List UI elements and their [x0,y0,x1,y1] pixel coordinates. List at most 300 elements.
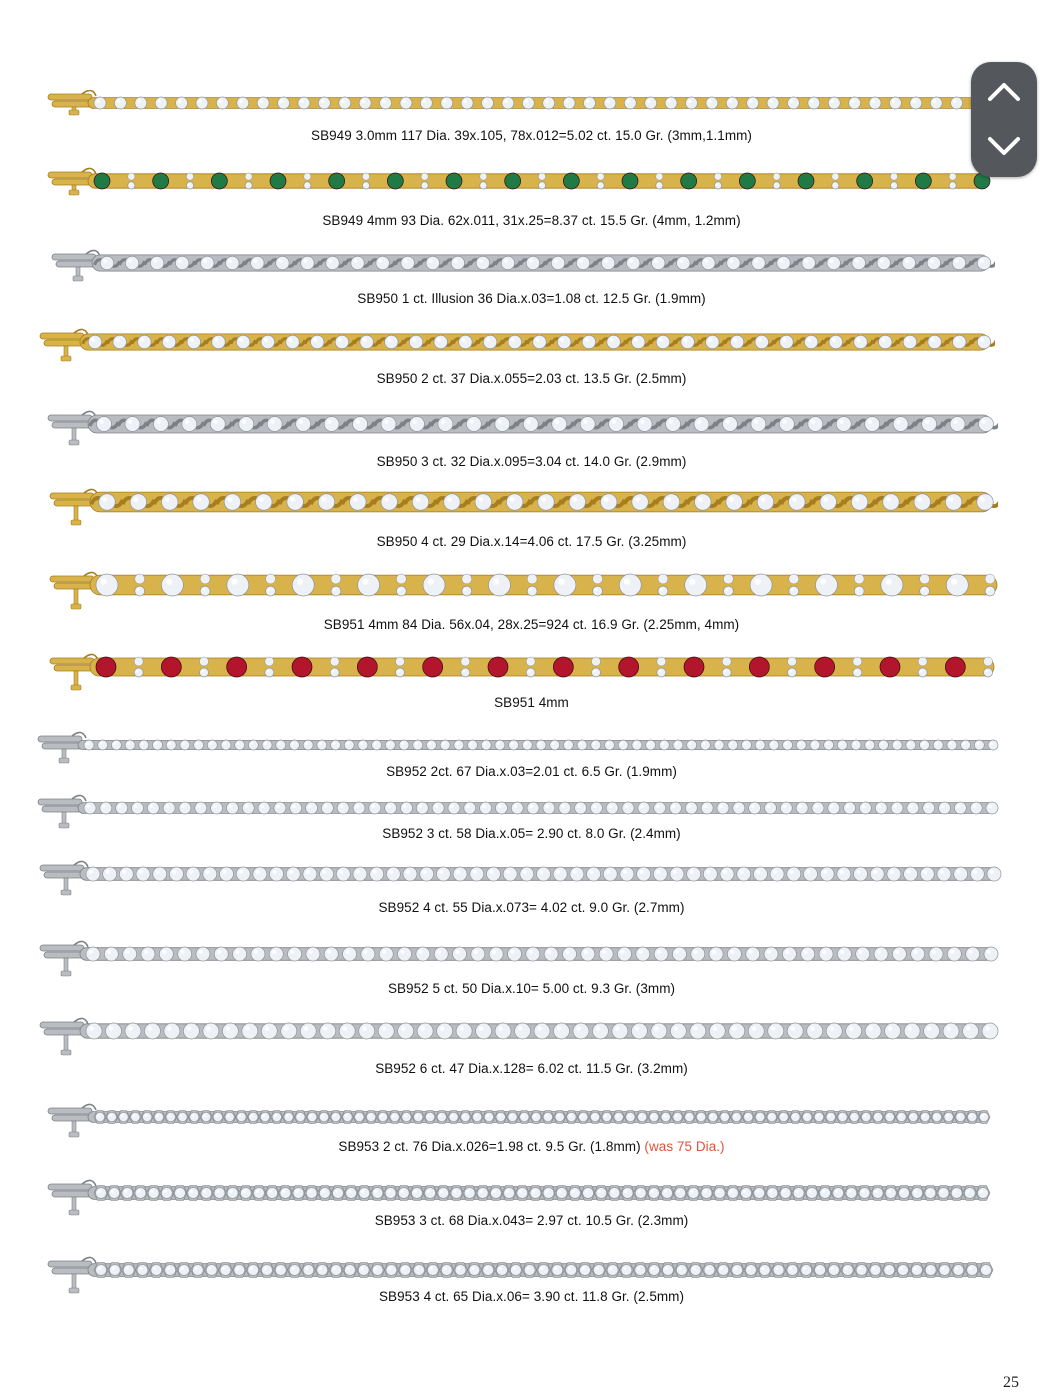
bracelet-stone [617,947,631,961]
bracelet-stone [566,1265,577,1276]
bracelet-stone [280,1188,291,1199]
bracelet-stone [649,1112,658,1121]
bracelet-image [46,1246,995,1294]
bracelet-stone [685,802,697,814]
bracelet-clasp [40,941,88,976]
bracelet-stone [200,586,210,596]
bracelet-stone [910,97,922,109]
bracelet-stone [963,1023,979,1039]
bracelet-stone [169,867,183,881]
bracelet-stone [381,417,396,432]
bracelet-stone [203,1023,219,1039]
bracelet-stone [248,1265,259,1276]
bracelet-stone [240,1188,251,1199]
bracelet-stone [925,1265,936,1276]
bracelet-stone [782,947,796,961]
bracelet-stone [780,802,792,814]
bracelet-stone [751,417,766,432]
bracelet-stone [400,1265,411,1276]
bracelet-stone [372,740,382,750]
bracelet-stone [153,417,168,432]
bracelet-stone [551,256,565,270]
bracelet-caption [0,981,1063,996]
bracelet-stone [770,867,784,881]
bracelet-stone [914,494,931,511]
bracelet-stone [274,802,286,814]
bracelet-stone [111,740,121,750]
bracelet-stone [95,1112,104,1121]
bracelet-caption [0,695,1063,710]
bracelet-stone [353,417,368,432]
bracelet-stone [856,947,870,961]
bracelet-stone [284,1112,293,1121]
bracelet-stone [951,1188,962,1199]
bracelet-stone [964,1188,975,1199]
bracelet-stone [114,97,126,109]
caption-text: SB949 3.0mm 117 Dia. 39x.105, 78x.012=5.02 ct. 15.0 Gr. (3mm,1.1mm) [311,128,752,143]
bracelet-stone [225,1112,234,1121]
bracelet-stone [892,740,902,750]
bracelet-stone [459,335,473,349]
bracelet-stone [293,1188,304,1199]
bracelet-stone [755,1112,764,1121]
bracelet-stone [480,182,487,189]
bracelet-stone [920,586,930,596]
bracelet-stone [339,97,351,109]
bracelet-stone [409,417,424,432]
bracelet-stone [105,1023,121,1039]
bracelet-stone [192,1265,203,1276]
bracelet-stone [426,740,436,750]
bracelet-clasp [40,861,88,895]
bracelet-stone [249,1112,258,1121]
bracelet-stone [729,1023,745,1039]
bracelet-stone [555,1112,564,1121]
bracelet-stone [141,947,155,961]
bracelet-stone [537,867,551,881]
bracelet-stone [139,740,149,750]
caption-text: SB950 2 ct. 37 Dia.x.055=2.03 ct. 13.5 Gr. (2.5mm) [376,371,687,386]
bracelet-stone [332,1188,343,1199]
bracelet-stone [579,1112,588,1121]
bracelet-stone [807,1023,823,1039]
bracelet-stone [355,1112,364,1121]
bracelet-stone [920,1112,929,1121]
bracelet-stone [681,335,695,349]
bracelet-stone [859,1188,870,1199]
bracelet-stone [400,802,412,814]
bracelet-stone [767,1188,778,1199]
bracelet-stone [233,947,247,961]
page-scroll-control [971,62,1037,177]
bracelet-stone [685,97,697,109]
bracelet-stone [522,97,534,109]
bracelet-image [36,787,1000,829]
bracelet-stone [750,574,772,596]
bracelet-stone [861,1112,870,1121]
scroll-down-button[interactable] [971,120,1037,175]
bracelet-stone [303,867,317,881]
bracelet-stone [779,1112,788,1121]
bracelet-stone [488,574,510,596]
bracelet-stone [607,1265,618,1276]
bracelet-stone [837,867,851,881]
bracelet-stone [402,1112,411,1121]
bracelet-stone [808,417,823,432]
bracelet-stone [369,802,381,814]
bracelet-stone [815,1265,826,1276]
bracelet-stone [526,947,540,961]
bracelet-stone [162,335,176,349]
bracelet-stone [163,802,175,814]
bracelet-stone [626,1112,635,1121]
bracelet-stone [219,867,233,881]
bracelet-stone [319,1188,330,1199]
bracelet-stone [509,740,519,750]
bracelet-caption [0,454,1063,469]
bracelet-clasp [50,654,98,690]
bracelet-stone [188,1188,199,1199]
bracelet-stone [398,1023,414,1039]
bracelet-stone [212,335,226,349]
bracelet-stone [505,173,521,189]
bracelet-stone [469,1265,480,1276]
bracelet-stone [619,657,639,677]
bracelet-stone [590,802,602,814]
bracelet-stone [728,740,738,750]
bracelet-stone [851,494,868,511]
bracelet-stone [732,1112,741,1121]
bracelet-stone [321,802,333,814]
caption-text: SB953 3 ct. 68 Dia.x.043= 2.97 ct. 10.5 Gr. (2.3mm) [374,1213,689,1228]
bracelet-stone [718,1265,729,1276]
chevron-up-icon [986,78,1022,104]
bracelet-stone [414,1112,423,1121]
bracelet-stone [501,256,515,270]
caption-text: SB952 3 ct. 58 Dia.x.05= 2.90 ct. 8.0 Gr. (2.4mm) [382,826,681,841]
bracelet-stone [824,740,834,750]
bracelet-stone [922,417,937,432]
bracelet-stone [702,256,716,270]
bracelet-stone [286,335,300,349]
bracelet-stone [787,97,799,109]
bracelet-stone [527,586,537,596]
bracelet-stone [577,740,587,750]
bracelet-stone [635,1265,646,1276]
bracelet-image [46,1096,992,1138]
bracelet-stone [865,740,875,750]
bracelet-stone [593,586,603,596]
bracelet-stone [865,1023,881,1039]
bracelet-stone [714,1188,725,1199]
bracelet-stone [803,867,817,881]
bracelet-stone [472,1112,481,1121]
bracelet-stone [832,182,839,189]
bracelet-stone [190,1112,199,1121]
bracelet-stone [84,802,96,814]
bracelet-stone [645,97,657,109]
bracelet-stone [909,1112,918,1121]
bracelet-stone [745,1265,756,1276]
bracelet-clasp [48,1257,96,1293]
bracelet-stone [417,1023,433,1039]
bracelet-stone [166,1112,175,1121]
bracelet-stone [165,1265,176,1276]
bracelet-stone [695,494,712,511]
bracelet-stone [216,97,228,109]
bracelet-stone [221,740,231,750]
bracelet-stone [657,668,666,677]
bracelet-stone [454,740,464,750]
scroll-up-button[interactable] [971,64,1037,119]
bracelet-stone [663,494,680,511]
bracelet-stone [257,97,269,109]
caption-text: SB949 4mm 93 Dia. 62x.011, 31x.25=8.37 ct. 15.5 Gr. (4mm, 1.2mm) [322,213,741,228]
bracelet-stone [793,1188,804,1199]
bracelet-stone [755,740,765,750]
bracelet-stone [226,256,240,270]
bracelet-stone [480,802,492,814]
bracelet-stone [154,1112,163,1121]
bracelet-stone [109,1265,120,1276]
bracelet-stone [638,802,650,814]
bracelet-stone [292,657,312,677]
bracelet-stone [626,256,640,270]
bracelet-stone [155,97,167,109]
bracelet-stone [878,335,892,349]
bracelet-stone [200,668,209,677]
bracelet-stone [870,1265,881,1276]
bracelet-stone [573,1023,589,1039]
bracelet-stone [201,1112,210,1121]
bracelet-stone [301,256,315,270]
bracelet-stone [378,1112,387,1121]
bracelet-stone [311,335,325,349]
bracelet-stone [434,947,448,961]
bracelet-stone [441,97,453,109]
bracelet-stone [878,740,888,750]
caption-text: SB950 1 ct. Illusion 36 Dia.x.03=1.08 ct. 12.5 Gr. (1.9mm) [357,291,706,306]
bracelet-stone [553,657,573,677]
bracelet-stone [495,1023,511,1039]
bracelet-stone [836,417,851,432]
bracelet-stone [904,867,918,881]
bracelet-stone [739,173,755,189]
bracelet-stone [706,97,718,109]
bracelet-stone [631,1023,647,1039]
caption-text: SB952 2ct. 67 Dia.x.03=2.01 ct. 6.5 Gr. (1.9mm) [386,764,677,779]
bracelet-stone [303,740,313,750]
bracelet-stone [339,1023,355,1039]
bracelet-caption [0,826,1063,841]
bracelet-image [38,852,1003,896]
bracelet-stone [401,256,415,270]
bracelet-stone [666,417,681,432]
bracelet-stone [870,867,884,881]
bracelet-caption [0,213,1063,228]
bracelet-stone [440,740,450,750]
bracelet-stone [727,947,741,961]
bracelet-stone [276,256,290,270]
bracelet-stone [981,1265,992,1276]
bracelet-stone [148,1188,159,1199]
bracelet-stone [709,947,723,961]
bracelet-stone [874,947,888,961]
bracelet-stone [304,182,311,189]
bracelet-stone [899,1188,910,1199]
bracelet-stone [977,335,991,349]
bracelet-stone [298,97,310,109]
bracelet-stone [828,802,840,814]
bracelet-stone [533,335,547,349]
bracelet-stone [161,1188,172,1199]
bracelet-stone [123,1265,134,1276]
bracelet-stone [727,1188,738,1199]
bracelet-stone [755,335,769,349]
bracelet-stone [236,335,250,349]
bracelet-stone [985,586,995,596]
bracelet-stone [488,657,508,677]
bracelet-stone [727,256,741,270]
bracelet-stone [97,417,112,432]
bracelet-stone [747,97,759,109]
bracelet-stone [556,1188,567,1199]
bracelet-stone [852,256,866,270]
caption-text: SB951 4mm 84 Dia. 56x.04, 28x.25=924 ct. 16.9 Gr. (2.25mm, 4mm) [323,617,740,632]
bracelet-stone [906,740,916,750]
bracelet-stone [621,1265,632,1276]
bracelet-stone [748,1023,764,1039]
bracelet-stone [752,256,766,270]
bracelet-stone [432,802,444,814]
bracelet-stone [601,256,615,270]
bracelet-stone [86,867,100,881]
bracelet-stone [320,867,334,881]
bracelet-stone [654,947,668,961]
bracelet-caption [0,617,1063,632]
bracelet-stone [211,802,223,814]
bracelet-stone [544,947,558,961]
bracelet-stone [930,97,942,109]
bracelet-caption [0,1213,1063,1228]
bracelet-stone [947,740,957,750]
bracelet-stone [267,1188,278,1199]
bracelet-stone [951,97,963,109]
bracelet-stone [857,173,873,189]
bracelet-stone [376,256,390,270]
bracelet-stone [987,867,1001,881]
bracelet-stone [802,256,816,270]
bracelet-stone [483,1265,494,1276]
bracelet-stone [632,494,649,511]
bracelet-stone [461,97,473,109]
bracelet-stone [136,867,150,881]
bracelet-stone [151,1265,162,1276]
bracelet-stone [828,97,840,109]
bracelet-stone [385,740,395,750]
bracelet-stone [436,867,450,881]
bracelet-clasp [50,572,98,609]
bracelet-stone [820,867,834,881]
bracelet-stone [147,802,159,814]
bracelet-stone [673,1112,682,1121]
bracelet-stone [381,494,398,511]
bracelet-stone [701,802,713,814]
bracelet-stone [538,1265,549,1276]
bracelet-stone [808,97,820,109]
bracelet-stone [251,947,265,961]
bracelet-stone [684,657,704,677]
bracelet-stone [902,256,916,270]
bracelet-stone [691,947,705,961]
bracelet-stone [722,668,731,677]
bracelet-stone [637,417,652,432]
bracelet-stone [281,1023,297,1039]
bracelet-stone [552,1265,563,1276]
page-number: 25 [1003,1374,1019,1391]
bracelet-stone [441,1265,452,1276]
bracelet-stone [567,1112,576,1121]
bracelet-stone [659,740,669,750]
bracelet-stone [632,740,642,750]
bracelet-stone [875,802,887,814]
bracelet-stone [741,740,751,750]
bracelet-stone [892,947,906,961]
bracelet-stone [186,867,200,881]
bracelet-stone [810,740,820,750]
bracelet-stone [362,182,369,189]
bracelet-stone [251,256,264,270]
bracelet-stone [256,494,272,511]
bracelet-stone [590,1112,599,1121]
bracelet-stone [317,1265,328,1276]
bracelet-stone [380,97,392,109]
bracelet-stone [704,1265,715,1276]
bracelet-stone [125,1023,141,1039]
bracelet-stone [122,1188,133,1199]
bracelet-stone [508,335,522,349]
bracelet-stone [714,182,721,189]
bracelet-image [50,244,995,282]
bracelet-stone [416,947,430,961]
bracelet-stone [620,867,634,881]
bracelet-stone [583,1188,594,1199]
bracelet-stone [946,574,968,596]
bracelet-stone [438,417,453,432]
bracelet-stone [553,1023,569,1039]
caption-text: SB953 2 ct. 76 Dia.x.026=1.98 ct. 9.5 Gr. (1.8mm) [338,1139,645,1154]
bracelet-stone [687,867,701,881]
bracelet-stone [416,802,428,814]
bracelet-stone [461,668,470,677]
bracelet-image [38,1006,1000,1056]
bracelet-stone [820,1188,831,1199]
bracelet-stone [453,867,467,881]
bracelet-stone [543,802,555,814]
bracelet-stone [125,740,135,750]
bracelet-stone [211,173,227,189]
bracelet-stone [427,1265,438,1276]
bracelet-stone [125,256,139,270]
bracelet-stone [237,1112,246,1121]
bracelet-stone [306,1188,317,1199]
bracelet-stone [938,1188,949,1199]
bracelet-stone [801,947,815,961]
bracelet-stone [166,740,176,750]
bracelet-stone [829,335,843,349]
bracelet-stone [296,417,311,432]
bracelet-stone [103,867,117,881]
